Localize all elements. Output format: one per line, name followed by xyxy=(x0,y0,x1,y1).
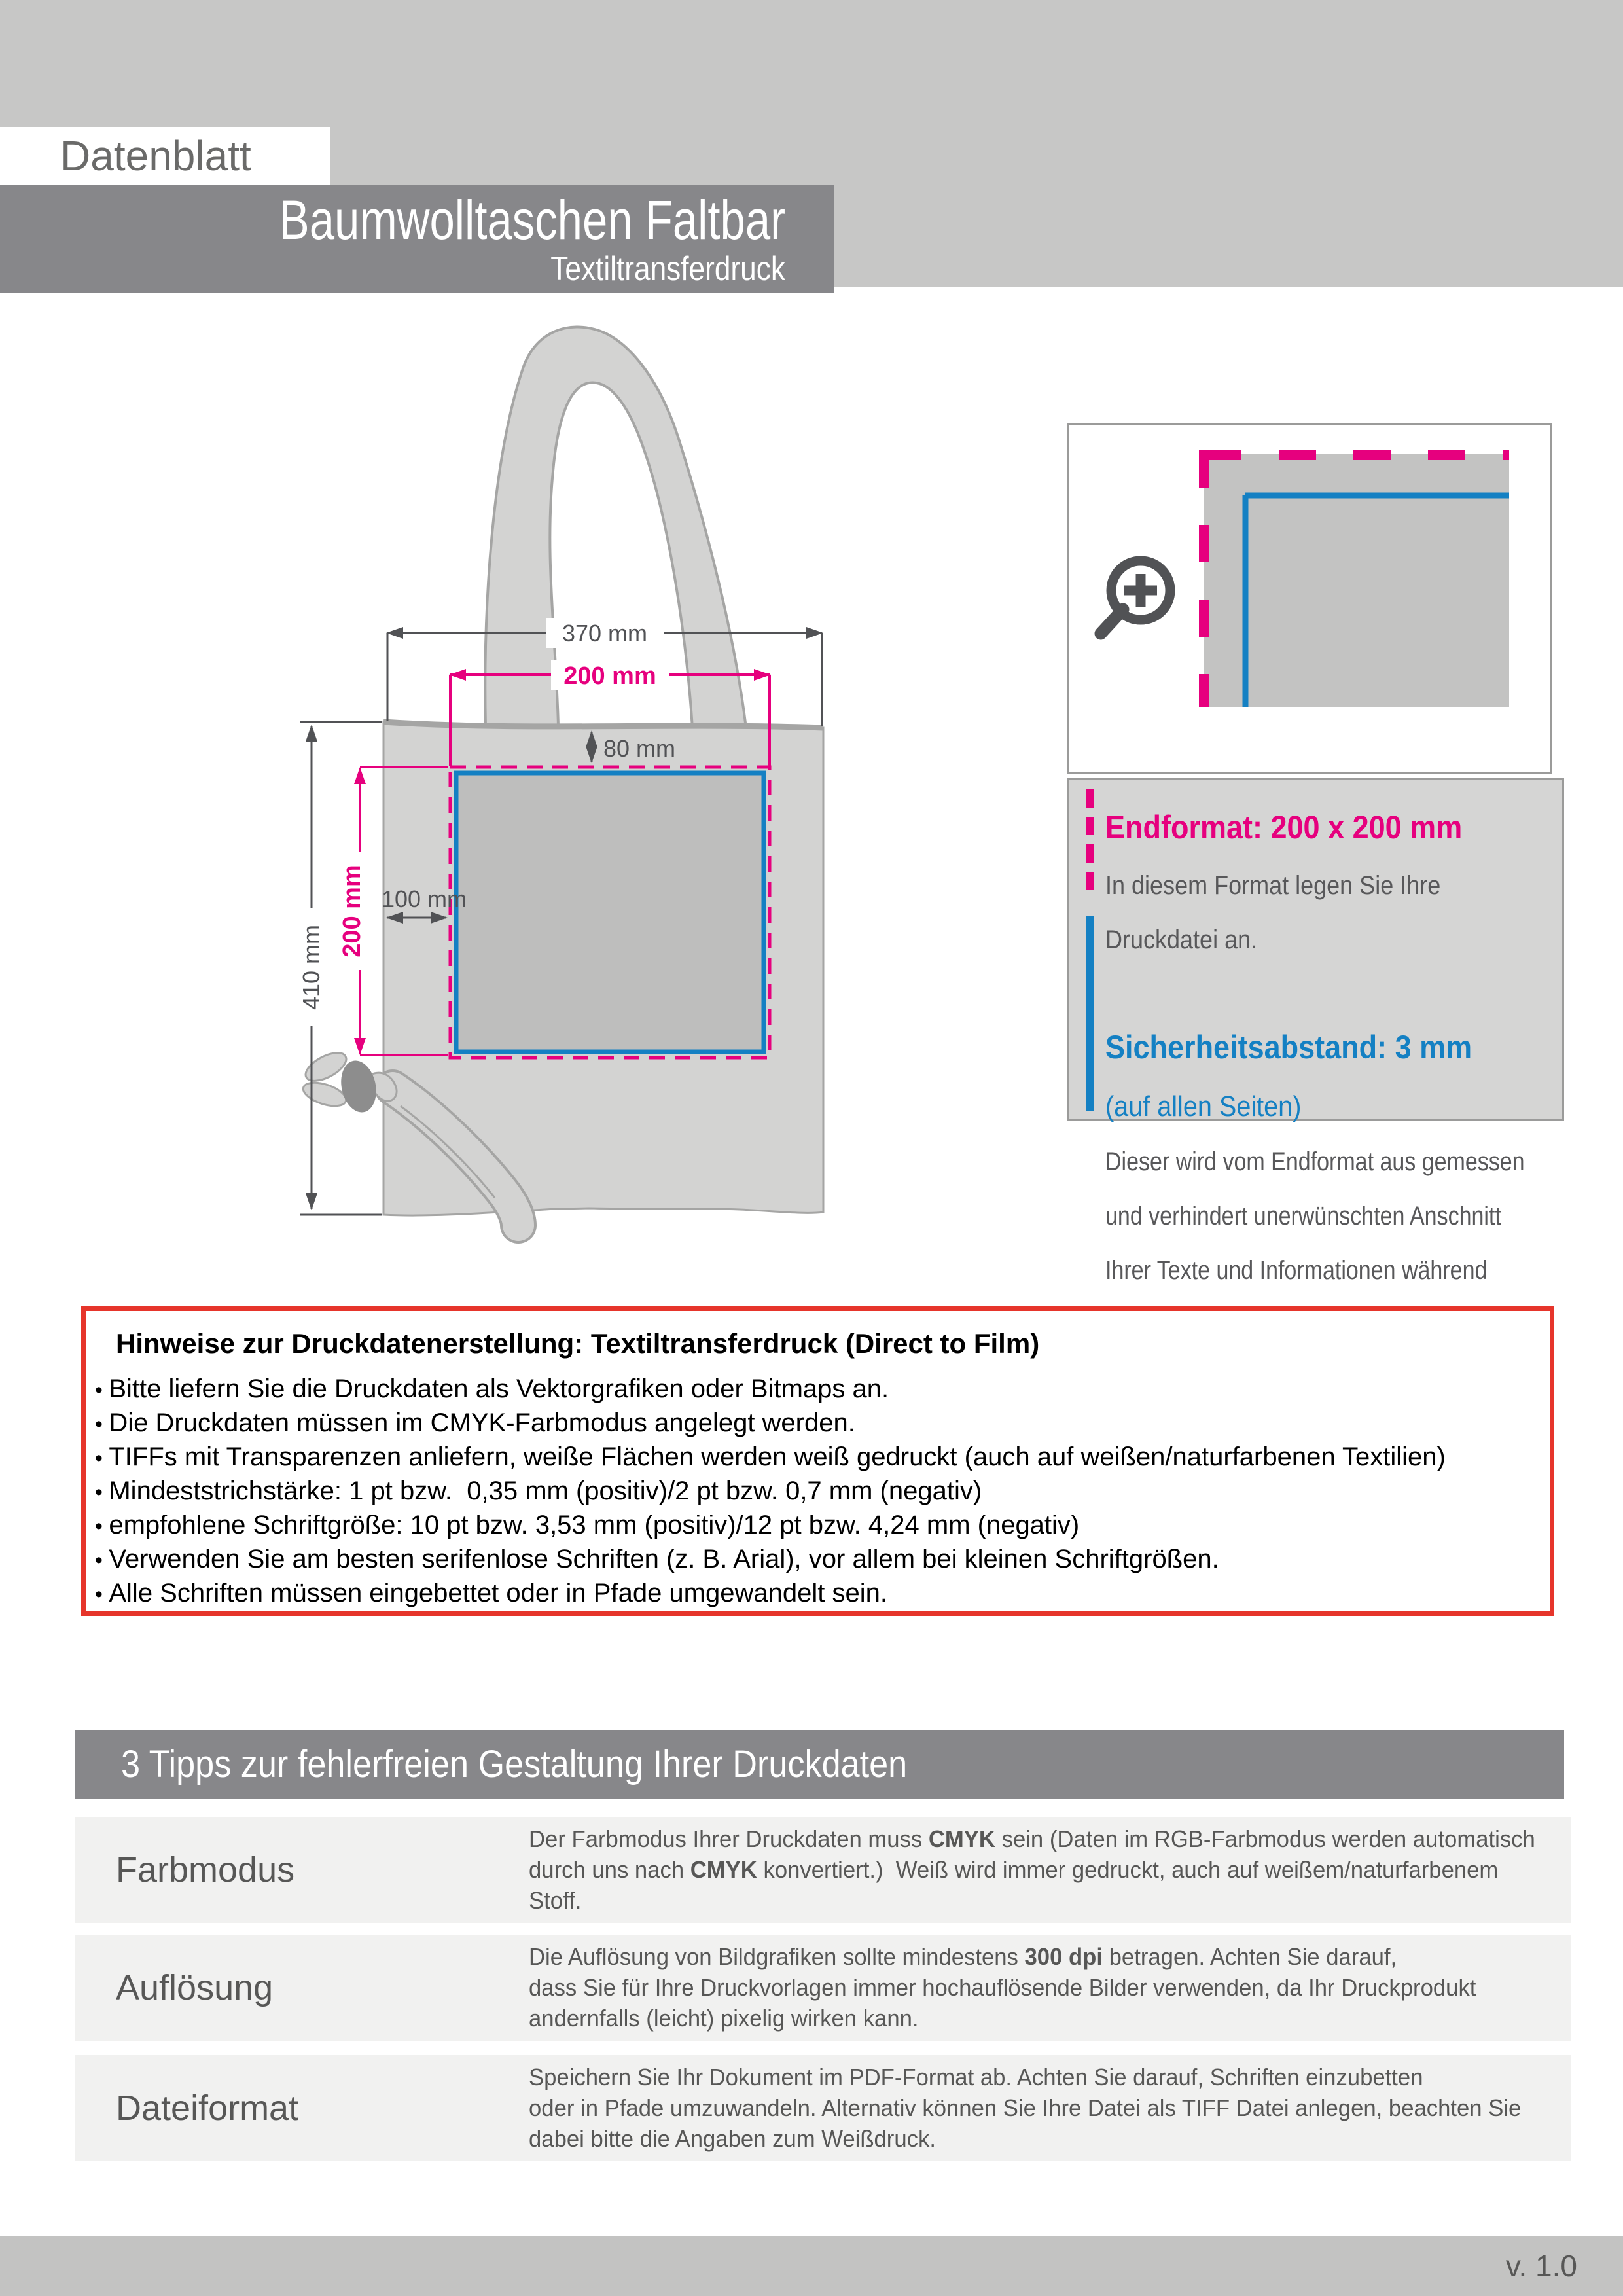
notes-item: • TIFFs mit Transparenzen anliefern, weiße Flächen werden weiß gedruckt (auch auf weißen/naturfarbenen Textilien) xyxy=(95,1441,1550,1475)
safety-line: Ihrer Texte und Informationen während xyxy=(1105,1256,1488,1285)
tip-row-farbmodus xyxy=(75,1817,1571,1923)
doc-label: Datenblatt xyxy=(60,132,251,179)
tip-label: Auflösung xyxy=(116,1968,274,2007)
notes-item: • empfohlene Schriftgröße: 10 pt bzw. 3,53 mm (positiv)/12 pt bzw. 4,24 mm (negativ) xyxy=(95,1509,1550,1543)
tip-text: Speichern Sie Ihr Dokument im PDF-Format ab. Achten Sie darauf, Schriften einzubetten oder in Pfade umzuwandeln. Alternativ können Sie Ihre Datei als TIFF Datei anlegen, beachten Sie dabei bitte die Angaben zum Weißdruck. xyxy=(529,2064,1522,2152)
tip-text: Die Auflösung von Bildgrafiken sollte mindestens 300 dpi betragen. Achten Sie darauf, dass Sie für Ihre Druckvorlagen immer hochauflösende Bilder verwenden, da Ihr Druckprodukt andernfalls (leicht) pixelig wirken kann. xyxy=(529,1943,1476,2032)
safety-subtitle: (auf allen Seiten) xyxy=(1105,1090,1302,1122)
product-title: Baumwolltaschen Faltbar xyxy=(279,189,785,251)
doc-label-box xyxy=(0,127,330,185)
product-subtitle: Textiltransferdruck xyxy=(550,250,785,288)
notes-item: • Mindeststrichstärke: 1 pt bzw. 0,35 mm (positiv)/2 pt bzw. 0,7 mm (negativ) xyxy=(95,1475,1550,1509)
safety-title: Sicherheitsabstand: 3 mm xyxy=(1105,1029,1472,1066)
tip-row-aufloesung xyxy=(75,1935,1571,2041)
notes-item: • Bitte liefern Sie die Druckdaten als Vektorgrafiken oder Bitmaps an. xyxy=(95,1372,1550,1407)
magnifier-icon xyxy=(1101,561,1170,634)
notes-list xyxy=(86,1372,1550,1611)
notes-item: • Verwenden Sie am besten serifenlose Schriften (z. B. Arial), vor allem bei kleinen Schriftgrößen. xyxy=(95,1543,1550,1577)
tip-label: Dateiformat xyxy=(116,2089,299,2128)
tips-title: 3 Tipps zur fehlerfreien Gestaltung Ihrer Druckdaten xyxy=(121,1743,908,1785)
endformat-title: Endformat: 200 x 200 mm xyxy=(1105,809,1463,846)
notes-title: Hinweise zur Druckdatenerstellung: Textiltransferdruck (Direct to Film) xyxy=(116,1328,1040,1359)
notes-item: • Alle Schriften müssen eingebettet oder in Pfade umgewandelt sein. xyxy=(95,1577,1550,1611)
endformat-line: Druckdatei an. xyxy=(1105,925,1258,954)
tip-text: Der Farbmodus Ihrer Druckdaten muss CMYK sein (Daten im RGB-Farbmodus werden automatisch durch uns nach CMYK konvertiert.) Weiß wird immer gedruckt, auch auf weißem/naturfarbenem Stoff. xyxy=(529,1825,1535,1914)
dim-top-offset xyxy=(592,732,675,762)
safety-line: Dieser wird vom Endformat aus gemessen xyxy=(1105,1147,1525,1176)
print-data-notes-box xyxy=(81,1306,1554,1616)
tip-row-dateiformat xyxy=(75,2055,1571,2161)
bag-diagram xyxy=(288,301,897,1283)
title-band xyxy=(0,185,834,293)
tips-header-band xyxy=(75,1730,1564,1799)
zoom-detail-box xyxy=(1067,423,1552,774)
svg-text:100 mm: 100 mm xyxy=(381,886,467,912)
format-info-panel xyxy=(1067,778,1564,1285)
notes-item: • Die Druckdaten müssen im CMYK-Farbmodus angelegt werden. xyxy=(95,1407,1550,1441)
svg-text:370 mm: 370 mm xyxy=(562,620,648,647)
tip-label: Farbmodus xyxy=(116,1850,295,1890)
svg-text:200 mm: 200 mm xyxy=(563,662,656,690)
safety-solid-bar xyxy=(1086,916,1094,1111)
zoom-bag-corner xyxy=(1204,454,1509,707)
zoom-detail-graphic xyxy=(1067,423,1552,774)
endformat-line: In diesem Format legen Sie Ihre xyxy=(1105,871,1441,900)
footer-band xyxy=(0,2236,1623,2296)
endformat-dash-bar xyxy=(1086,789,1094,893)
version-label: v. 1.0 xyxy=(1505,2249,1577,2283)
svg-text:410 mm: 410 mm xyxy=(298,924,325,1011)
safety-line: und verhindert unerwünschten Anschnitt xyxy=(1105,1202,1501,1230)
print-area-fill xyxy=(456,773,764,1052)
svg-text:80 mm: 80 mm xyxy=(603,735,676,762)
svg-text:200 mm: 200 mm xyxy=(338,865,366,958)
